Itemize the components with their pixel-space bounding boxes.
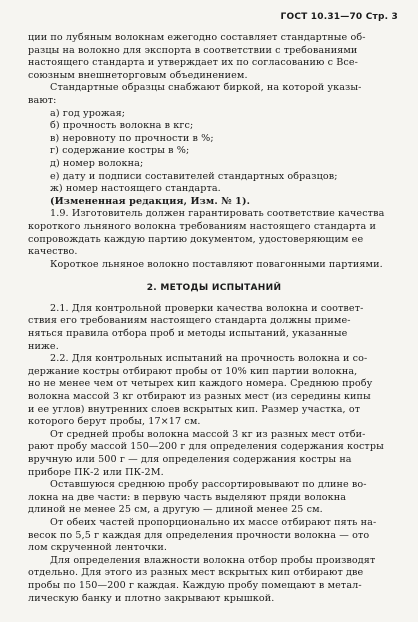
amendment-note: (Измененная редакция, Изм. № 1). (50, 195, 251, 207)
paragraph-2-1: 2.1. Для контрольной проверки качества волокна и соответ- (50, 302, 364, 314)
paragraph-sorting: Оставшуюся среднюю пробу рассортировывают по длине во- (50, 479, 367, 491)
intro-line: настоящего стандарта и утверждает их по согласованию с Все- (28, 57, 359, 69)
paragraph-2-2: волокна массой 3 кг отбирают из разных мест (из середины кипы (28, 391, 371, 403)
paragraph-delivery: Короткое льняное волокно поставляют повагонными партиями. (50, 258, 383, 270)
paragraph-2-2: и ее углов) внутренних слоев вскрытых кип. Размер участка, от (28, 403, 361, 415)
paragraph-sorting: локна на две части: в первую часть выделяют пряди волокна (28, 491, 347, 503)
label-intro-cont: вают: (28, 94, 57, 106)
paragraph-2-2: держание костры отбирают пробы от 10% кип партии волокна, (28, 365, 358, 377)
section-heading: 2. МЕТОДЫ ИСПЫТАНИЙ (146, 283, 282, 294)
paragraph-sample: приборе ПК-2 или ПК-2М. (28, 466, 164, 478)
paragraph-1-9: сопровождать каждую партию документом, удостоверяющим ее (28, 233, 364, 245)
label-item: б) прочность волокна в кгс; (50, 120, 194, 132)
label-item: ж) номер настоящего стандарта. (50, 183, 221, 195)
paragraph-sample: рают пробу массой 150—200 г для определения содержания костры (28, 441, 384, 453)
paragraph-moisture: пробы по 150—200 г каждая. Каждую пробу помещают в метал- (28, 579, 362, 591)
paragraph-weights: От обеих частей пропорционально их массе отбирают пять на- (50, 516, 377, 528)
label-intro: Стандартные образцы снабжают биркой, на которой указы- (50, 82, 362, 94)
paragraph-moisture: Для определения влажности волокна отбор пробы производят (50, 554, 376, 566)
intro-line: союзным внешнеторговым объединением. (28, 69, 248, 81)
label-item: д) номер волокна; (50, 157, 144, 169)
label-item: а) год урожая; (50, 107, 126, 119)
document-body (28, 32, 400, 605)
label-item: в) неровноту по прочности в %; (50, 132, 214, 144)
paragraph-moisture: отдельно. Для этого из разных мест вскрытых кип отбирают две (28, 567, 364, 579)
paragraph-weights: лом скрученной ленточки. (28, 542, 167, 554)
paragraph-sample: вручную или 500 г — для определения содержания костры на (28, 454, 352, 465)
paragraph-sorting: длиной не менее 25 см, а другую — длиной менее 25 см. (28, 504, 323, 516)
paragraph-2-1: няться правила отбора проб и методы испытаний, указанные (28, 328, 348, 340)
page-header: ГОСТ 10.31—70 Стр. 3 (280, 12, 398, 22)
paragraph-2-2: 2.2. Для контрольных испытаний на прочность волокна и со- (50, 353, 368, 365)
paragraph-1-9: 1.9. Изготовитель должен гарантировать соответствие качества (50, 208, 385, 220)
paragraph-1-9: качество. (28, 246, 78, 258)
paragraph-2-1: ствия его требованиям настоящего стандарта должны приме- (28, 315, 351, 327)
paragraph-1-9: короткого льняного волокна требованиям настоящего стандарта и (28, 220, 376, 232)
paragraph-sample: От средней пробы волокна массой 3 кг из разных мест отби- (50, 428, 366, 440)
label-item: е) дату и подписи составителей стандартных образцов; (50, 170, 338, 182)
paragraph-weights: весок по 5,5 г каждая для определения прочности волокна — ото (28, 529, 370, 541)
intro-line: разцы на волокно для экспорта в соответствии с требованиями (28, 44, 358, 56)
paragraph-2-2: но не менее чем от четырех кип каждого номера. Среднюю пробу (28, 378, 373, 390)
paragraph-2-2: которого берут пробы, 17×17 см. (28, 416, 201, 428)
paragraph-moisture: лическую банку и плотно закрывают крышкой. (28, 592, 275, 604)
intro-line: ции по лубяным волокнам ежегодно составляет стандартные об- (28, 32, 366, 43)
label-item: г) содержание костры в %; (50, 145, 190, 157)
paragraph-2-1: ниже. (28, 340, 59, 352)
